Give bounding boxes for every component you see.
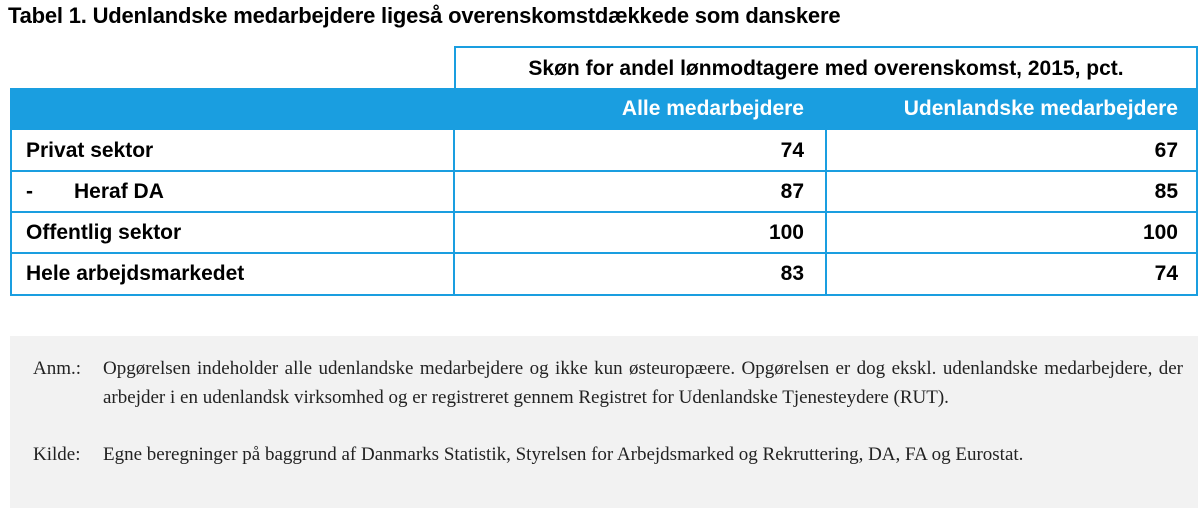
table-cell: 74 — [780, 138, 804, 162]
table-cell: 74 — [1154, 261, 1178, 285]
table-row-label: Offentlig sektor — [26, 220, 182, 244]
data-table — [10, 46, 1198, 296]
table-row-label: Hele arbejdsmarkedet — [26, 261, 245, 285]
super-header: Skøn for andel lønmodtagere med overenskomst, 2015, pct. — [454, 46, 1198, 88]
col-header-alle: Alle medarbejdere — [621, 97, 804, 120]
note-key: Kilde: — [33, 444, 81, 465]
note-anm — [33, 354, 1183, 412]
table-cell: 100 — [768, 220, 804, 244]
table-title: Tabel 1. Udenlandske medarbejdere ligeså overenskomstdækkede som danskere — [8, 3, 841, 28]
note-text: Opgørelsen indeholder alle udenlandske medarbejdere og ikke kun østeuropæere. Opgørelsen er dog ekskl. udenlandske medarbejdere, der arbejder i en udenlandsk virksomhed og er registreret gennem Registret for Udenlandske Tjenesteydere (RUT). — [103, 358, 1183, 408]
table-cell: 85 — [1154, 179, 1178, 203]
col-header-udenlandske: Udenlandske medarbejdere — [903, 97, 1178, 120]
table-cell: 67 — [1154, 138, 1178, 162]
table-row-label: Privat sektor — [26, 138, 154, 162]
row-prefix: - — [26, 179, 33, 203]
table-cell: 83 — [780, 261, 804, 285]
note-text: Egne beregninger på baggrund af Danmarks Statistik, Styrelsen for Arbejdsmarked og Rekruttering, DA, FA og Eurostat. — [103, 444, 1024, 465]
row-label-text: Heraf DA — [74, 179, 164, 203]
note-kilde — [33, 440, 1183, 469]
note-key: Anm.: — [33, 358, 82, 379]
table-row-label — [10, 171, 454, 212]
notes-box — [10, 336, 1198, 508]
table-cell: 100 — [1142, 220, 1178, 244]
table-cell: 87 — [780, 179, 804, 203]
